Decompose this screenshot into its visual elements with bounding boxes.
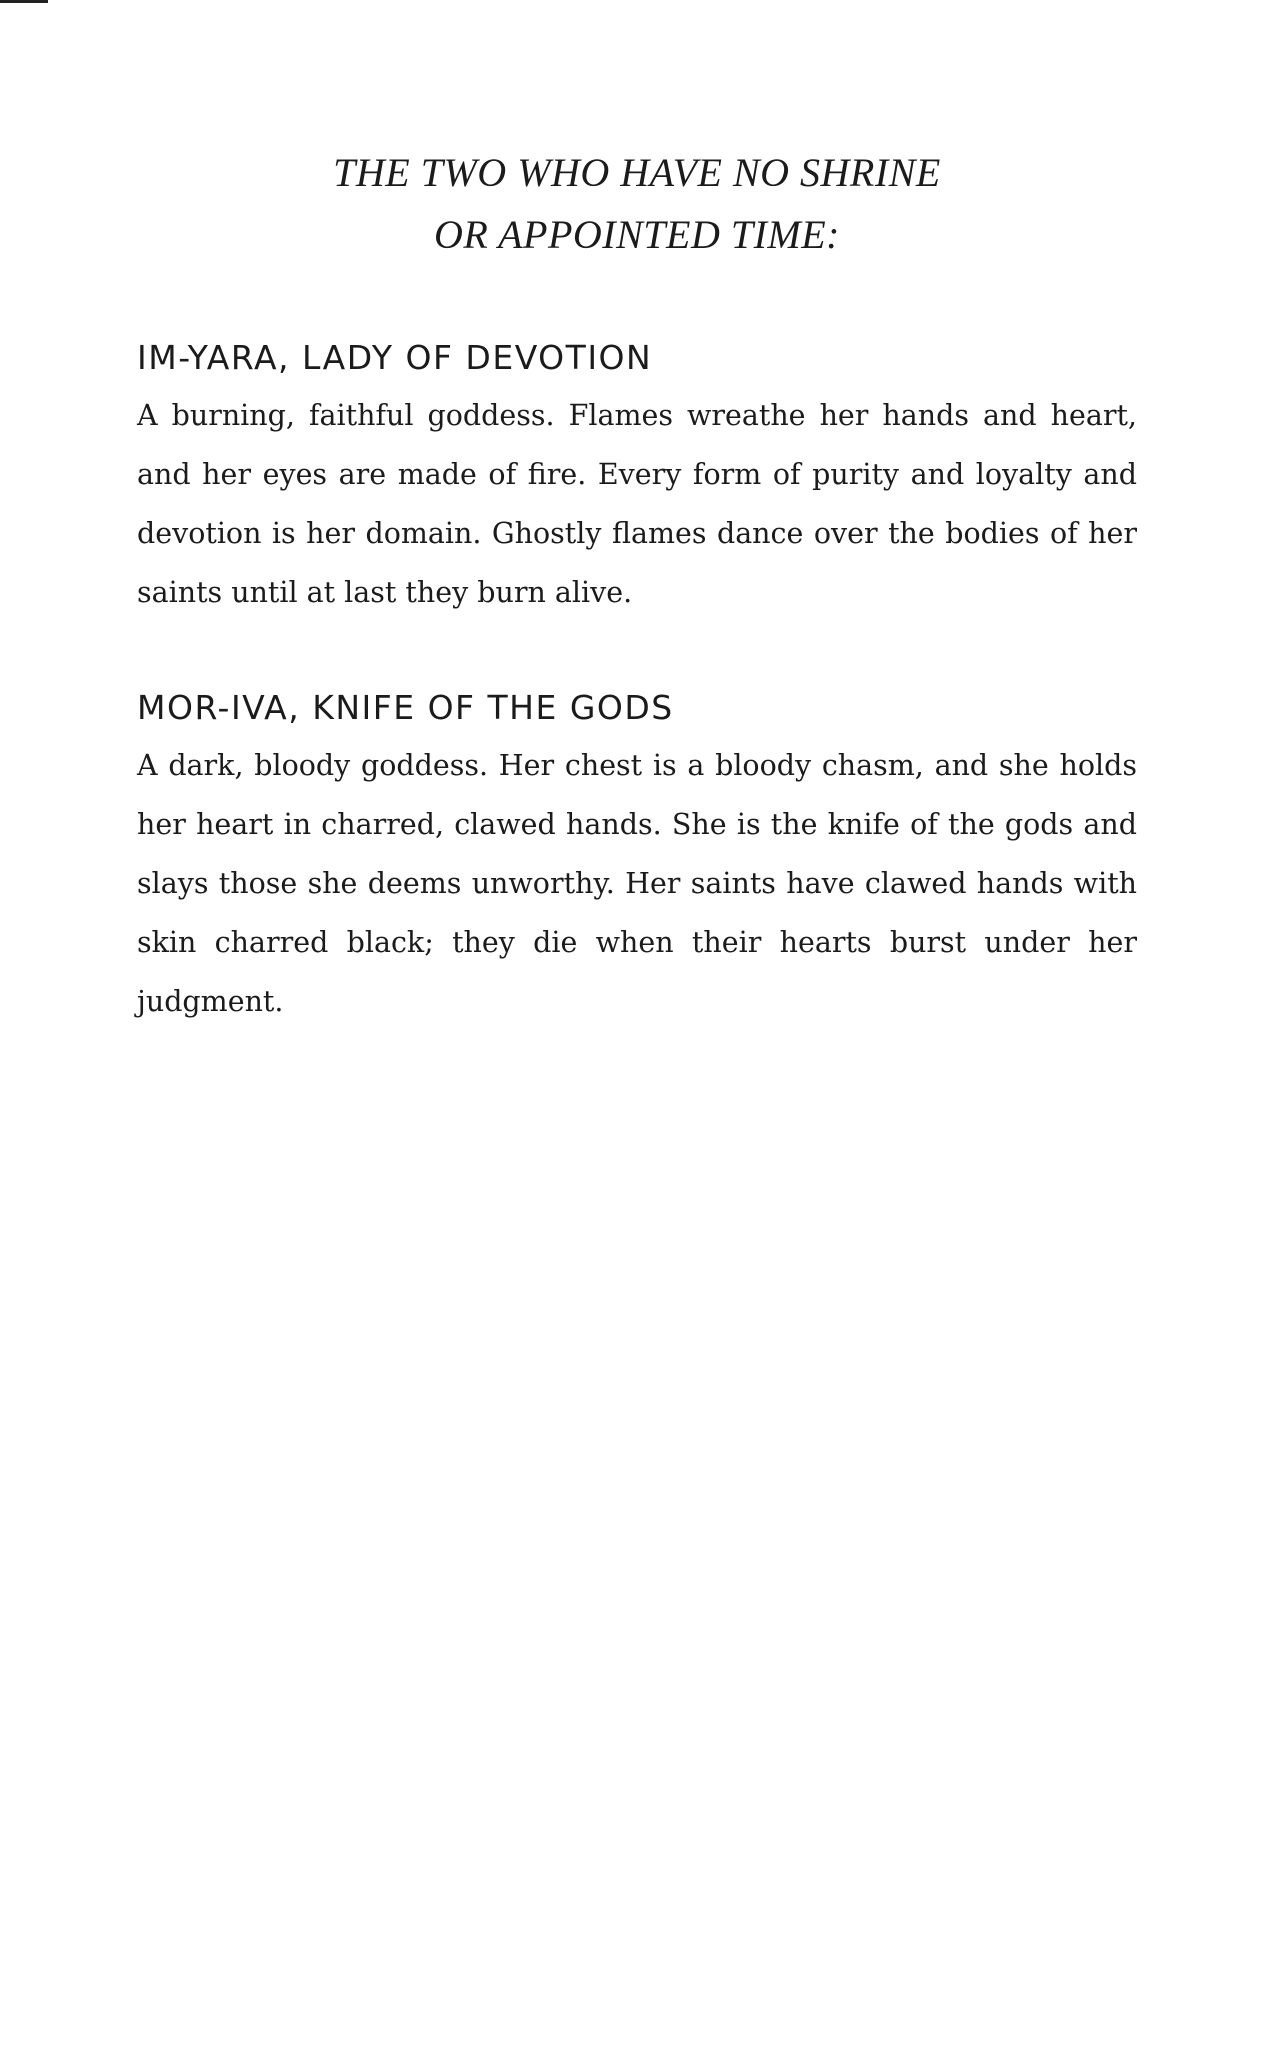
entry-mor-iva [137, 686, 1137, 1031]
entry-im-yara [137, 336, 1137, 622]
scan-edge-mark [0, 0, 48, 3]
page-title-line-1: THE TWO WHO HAVE NO SHRINE [333, 150, 941, 195]
entry-body: A dark, bloody goddess. Her chest is a bloody chasm, and she holds her heart in charred, clawed hands. She is the knife of the gods and slays those she deems unworthy. Her saints have clawed hands with skin charred black; they die when their hearts burst under her judgment. [137, 749, 1137, 1018]
page-title [137, 142, 1137, 266]
entry-body: A burning, faithful goddess. Flames wreathe her hands and heart, and her eyes are made of fire. Every form of purity and loyalty and devotion is her domain. Ghostly flames dance over the bodies of her saints until at last they burn alive. [137, 399, 1137, 609]
entry-heading: MOR-IVA, KNIFE OF THE GODS [137, 688, 674, 727]
entry-heading: IM-YARA, LADY OF DEVOTION [137, 338, 653, 377]
page-title-line-2: OR APPOINTED TIME: [434, 212, 840, 257]
